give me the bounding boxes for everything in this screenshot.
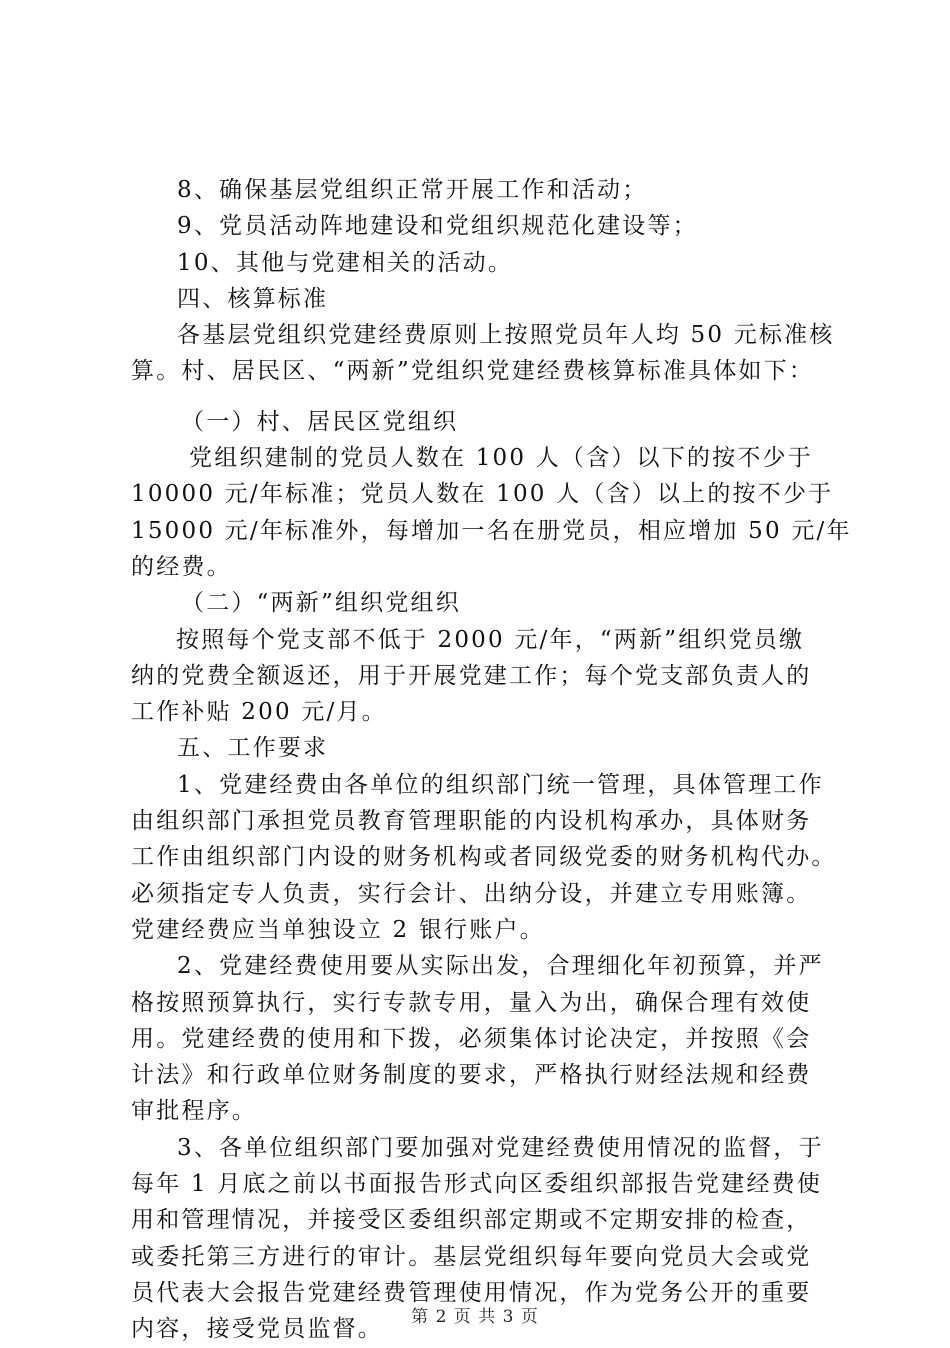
paragraph-line: 内容，接受党员监督。 [131, 1316, 383, 1343]
document-body [131, 172, 852, 1348]
paragraph-line: 算。村、居民区、“两新”党组织党建经费核算标准具体如下： [131, 358, 815, 385]
paragraph-line: 党组织建制的党员人数在 100 人（含）以下的按不少于 [189, 445, 813, 472]
section-heading-4: 四、核算标准 [177, 285, 329, 312]
paragraph-line: 2、党建经费使用要从实际出发，合理细化年初预算，并严 [177, 953, 824, 980]
paragraph-line: 10000 元/年标准；党员人数在 100 人（含）以上的按不少于 [131, 481, 834, 508]
paragraph-line: 由组织部门承担党员教育管理职能的内设机构承办，具体财务 [131, 808, 812, 835]
paragraph-line: 各基层党组织党建经费原则上按照党员年人均 50 元标准核 [177, 322, 835, 349]
paragraph-line: 用。党建经费的使用和下拨，必须集体讨论决定，并按照《会 [131, 1025, 812, 1052]
paragraph-item-10: 10、其他与党建相关的活动。 [177, 249, 514, 276]
section-heading-5: 五、工作要求 [177, 735, 329, 762]
paragraph-line: 必须指定专人负责，实行会计、出纳分设，并建立专用账簿。 [131, 880, 812, 907]
paragraph-line: 1、党建经费由各单位的组织部门统一管理，具体管理工作 [177, 771, 824, 798]
paragraph-line: 的经费。 [131, 553, 232, 580]
paragraph-line: 审批程序。 [131, 1098, 257, 1125]
subsection-heading-1: （一）村、居民区党组织 [181, 408, 459, 435]
paragraph-line: 工作补贴 200 元/月。 [131, 699, 387, 726]
subsection-heading-2: （二）“两新”组织党组织 [181, 590, 461, 617]
paragraph-item-9: 9、党员活动阵地建设和党组织规范化建设等； [177, 213, 698, 240]
paragraph-line: 党建经费应当单独设立 2 银行账户。 [131, 916, 545, 943]
page-footer: 第 2 页 共 3 页 [411, 1307, 539, 1327]
paragraph-line: 15000 元/年标准外，每增加一名在册党员，相应增加 50 元/年 [131, 517, 852, 544]
paragraph-item-8: 8、确保基层党组织正常开展工作和活动； [177, 177, 648, 203]
paragraph-line: 或委托第三方进行的审计。基层党组织每年要向党员大会或党 [131, 1243, 812, 1270]
paragraph-line: 按照每个党支部不低于 2000 元/年，“两新”组织党员缴 [176, 626, 805, 653]
paragraph-line: 3、各单位组织部门要加强对党建经费使用情况的监督，于 [177, 1134, 824, 1161]
paragraph-line: 计法》和行政单位财务制度的要求，严格执行财经法规和经费 [131, 1062, 812, 1089]
paragraph-line: 工作由组织部门内设的财务机构或者同级党委的财务机构代办。 [131, 844, 837, 871]
paragraph-line: 员代表大会报告党建经费管理使用情况，作为党务公开的重要 [131, 1279, 812, 1306]
paragraph-line: 纳的党费全额返还，用于开展党建工作；每个党支部负责人的 [131, 662, 812, 689]
paragraph-line: 格按照预算执行，实行专款专用，量入为出，确保合理有效使 [131, 989, 812, 1016]
spacer [131, 390, 836, 404]
paragraph-line: 每年 1 月底之前以书面报告形式向区委组织部报告党建经费使 [131, 1171, 823, 1198]
paragraph-line: 用和管理情况，并接受区委组织部定期或不定期安排的检查， [131, 1207, 812, 1234]
